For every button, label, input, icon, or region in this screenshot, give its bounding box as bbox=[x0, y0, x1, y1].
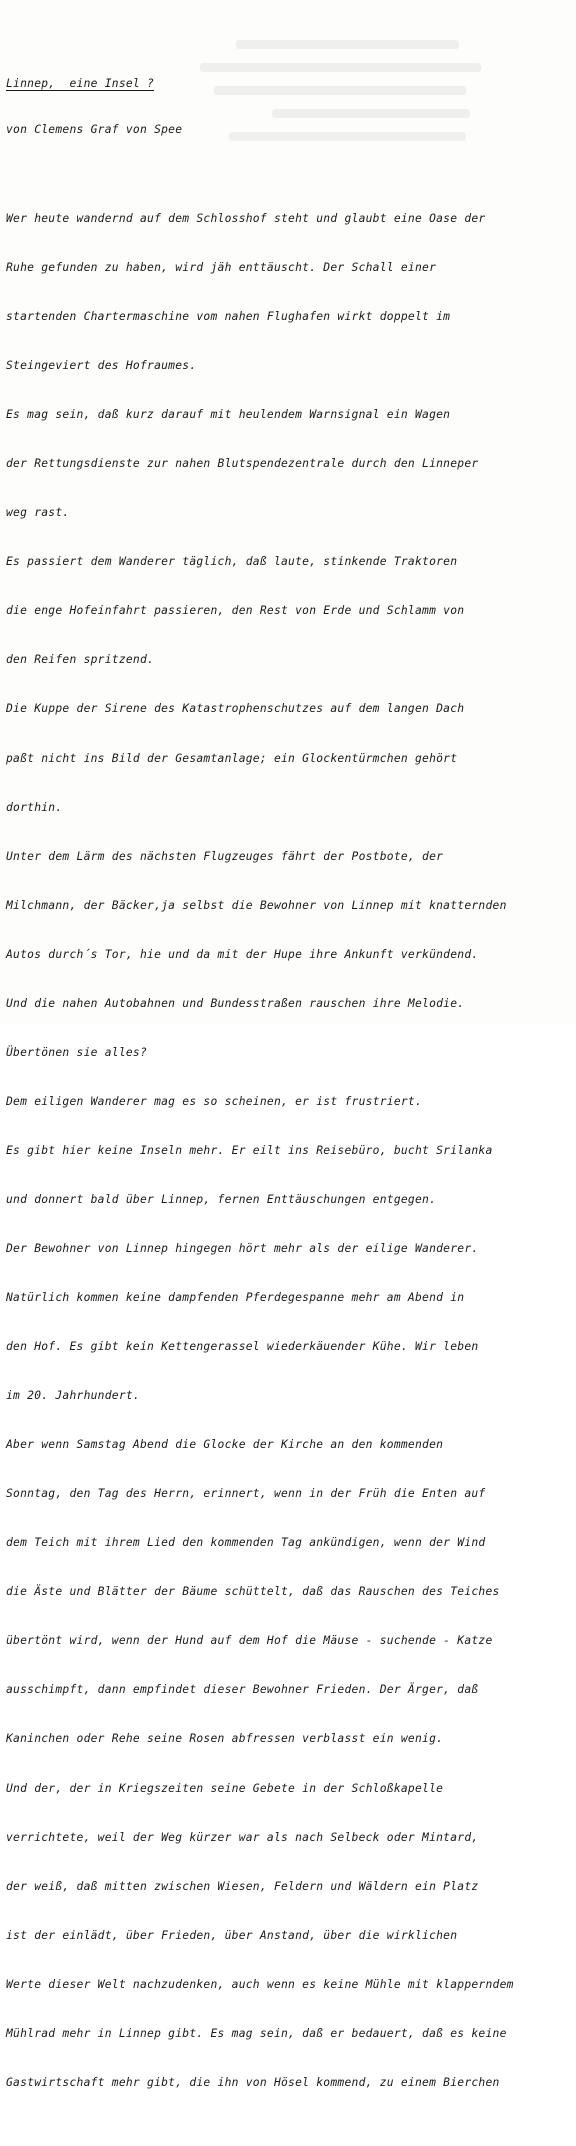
text-line: Aber wenn Samstag Abend die Glocke der Kirche an den kommenden bbox=[6, 1438, 444, 1452]
text-line: Übertönen sie alles? bbox=[6, 1045, 148, 1059]
text-line: Autos durch´s Tor, hie und da mit der Hupe ihre Ankunft verkündend. bbox=[6, 947, 479, 961]
text-line: Es mag sein, daß kurz darauf mit heulendem Warnsignal ein Wagen bbox=[6, 408, 451, 422]
text-line: übertönt wird, wenn der Hund auf dem Hof die Mäuse - suchende - Katze bbox=[6, 1634, 493, 1648]
text-line: dorthin. bbox=[6, 800, 63, 814]
text-line: verrichtete, weil der Weg kürzer war als nach Selbeck oder Mintard, bbox=[6, 1830, 479, 1844]
text-line: weg rast. bbox=[6, 506, 70, 520]
text-line: Gastwirtschaft mehr gibt, die ihn von Hösel kommend, zu einem Bierchen bbox=[6, 2075, 500, 2089]
text-line: den Hof. Es gibt kein Kettengerassel wiederkäuender Kühe. Wir leben bbox=[6, 1340, 479, 1354]
text-line: Wer heute wandernd auf dem Schlosshof steht und glaubt eine Oase der bbox=[6, 212, 486, 225]
text-line: Und der, der in Kriegszeiten seine Gebete in der Schloßkapelle bbox=[6, 1781, 444, 1795]
text-line: startenden Chartermaschine vom nahen Flughafen wirkt doppelt im bbox=[6, 310, 451, 324]
text-line: dem Teich mit ihrem Lied den kommenden Tag ankündigen, wenn der Wind bbox=[6, 1536, 486, 1550]
text-line: Sonntag, den Tag des Herrn, erinnert, wenn in der Früh die Enten auf bbox=[6, 1487, 486, 1501]
text-line: die enge Hofeinfahrt passieren, den Rest von Erde und Schlamm von bbox=[6, 604, 465, 618]
text-line: ausschimpft, dann empfindet dieser Bewohner Frieden. Der Ärger, daß bbox=[6, 1683, 479, 1697]
text-line: Natürlich kommen keine dampfenden Pferdegespanne mehr am Abend in bbox=[6, 1291, 465, 1305]
text-line: die Äste und Blätter der Bäume schüttelt, daß das Rauschen des Teiches bbox=[6, 1585, 500, 1599]
text-line: Werte dieser Welt nachzudenken, auch wenn es keine Mühle mit klapperndem bbox=[6, 1977, 514, 1991]
text-line: Kaninchen oder Rehe seine Rosen abfressen verblasst ein wenig. bbox=[6, 1732, 444, 1746]
text-line: den Reifen spritzend. bbox=[6, 653, 155, 667]
text-line: Unter dem Lärm des nächsten Flugzeuges fährt der Postbote, der bbox=[6, 849, 444, 863]
text-line: der Rettungsdienste zur nahen Blutspendezentrale durch den Linneper bbox=[6, 457, 479, 471]
text-line: Und die nahen Autobahnen und Bundesstraßen rauschen ihre Melodie. bbox=[6, 996, 465, 1010]
text-line: Milchmann, der Bäcker,ja selbst die Bewohner von Linnep mit knatternden bbox=[6, 898, 507, 912]
text-line: paßt nicht ins Bild der Gesamtanlage; ein Glockentürmchen gehört bbox=[6, 751, 458, 765]
text-line: der weiß, daß mitten zwischen Wiesen, Feldern und Wäldern ein Platz bbox=[6, 1879, 479, 1893]
text-line: im 20. Jahrhundert. bbox=[6, 1389, 140, 1403]
document-title: Linnep, eine Insel ? bbox=[6, 77, 155, 90]
text-line: Dem eiligen Wanderer mag es so scheinen, er ist frustriert. bbox=[6, 1094, 423, 1108]
text-line: Die Kuppe der Sirene des Katastrophenschutzes auf dem langen Dach bbox=[6, 702, 465, 716]
text-line: Es passiert dem Wanderer täglich, daß laute, stinkende Traktoren bbox=[6, 555, 458, 569]
document-author: von Clemens Graf von Spee bbox=[6, 123, 183, 136]
text-line: ist der einlädt, über Frieden, über Anstand, über die wirklichen bbox=[6, 1928, 458, 1942]
text-line: Es gibt hier keine Inseln mehr. Er eilt ins Reisebüro, bucht Srilanka bbox=[6, 1143, 493, 1157]
text-line: Ruhe gefunden zu haben, wird jäh enttäuscht. Der Schall einer bbox=[6, 261, 437, 275]
typed-document bbox=[6, 48, 572, 2146]
text-line: Der Bewohner von Linnep hingegen hört mehr als der eilige Wanderer. bbox=[6, 1241, 479, 1255]
text-line: und donnert bald über Linnep, fernen Enttäuschungen entgegen. bbox=[6, 1192, 437, 1206]
document-body bbox=[6, 181, 572, 2120]
text-line: Steingeviert des Hofraumes. bbox=[6, 359, 197, 373]
text-line: Mühlrad mehr in Linnep gibt. Es mag sein, daß er bedauert, daß es keine bbox=[6, 2026, 507, 2040]
